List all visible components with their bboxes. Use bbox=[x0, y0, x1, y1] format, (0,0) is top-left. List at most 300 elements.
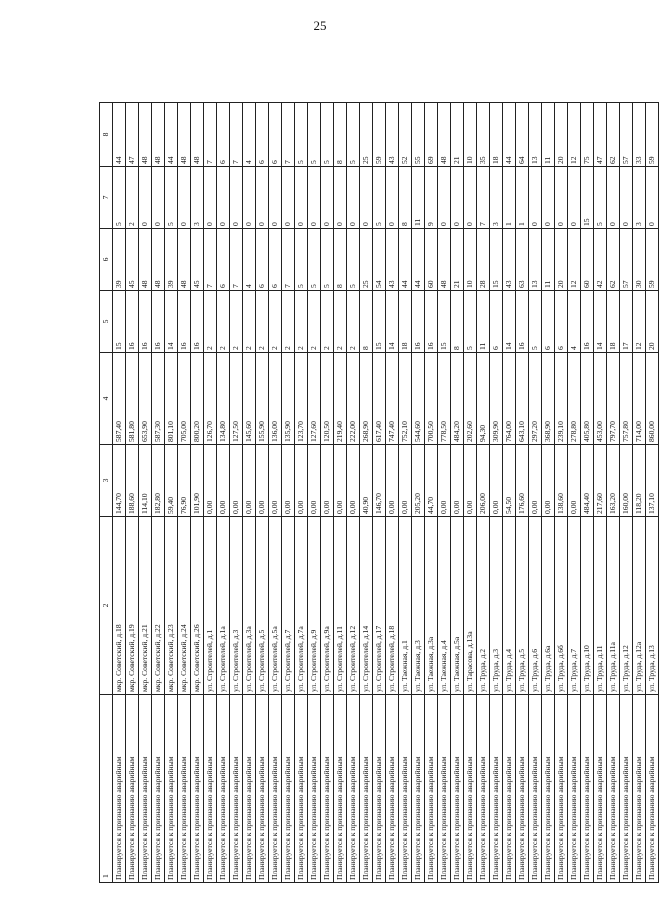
table-row bbox=[477, 103, 490, 883]
table-cell: 7 bbox=[230, 229, 243, 291]
table-cell: 3 bbox=[490, 167, 503, 229]
table-cell: Планируется к признанию аварийным bbox=[581, 695, 594, 883]
table-cell: 0,00 bbox=[542, 445, 555, 517]
table-cell: 587,30 bbox=[152, 353, 165, 445]
header-cell: 3 bbox=[100, 445, 113, 517]
table-cell: Планируется к признанию аварийным bbox=[256, 695, 269, 883]
table-cell: 160,00 bbox=[620, 445, 633, 517]
table-cell: 5 bbox=[373, 167, 386, 229]
table-cell: 146,70 bbox=[373, 445, 386, 517]
table-cell: ул. Труда, д.3 bbox=[490, 517, 503, 695]
table-cell: 48 bbox=[139, 103, 152, 167]
table-cell: Планируется к признанию аварийным bbox=[542, 695, 555, 883]
table-cell: 118,20 bbox=[633, 445, 646, 517]
table-cell: 0,00 bbox=[204, 445, 217, 517]
table-cell: ул. Труда, д.5 bbox=[516, 517, 529, 695]
table-cell: 45 bbox=[191, 229, 204, 291]
table-cell: 16 bbox=[412, 291, 425, 353]
table-cell: 5 bbox=[347, 229, 360, 291]
table-cell: Планируется к признанию аварийным bbox=[607, 695, 620, 883]
table-cell: ул. Строителей, д.5 bbox=[256, 517, 269, 695]
table-cell: 205,20 bbox=[412, 445, 425, 517]
table-row bbox=[633, 103, 646, 883]
table-cell: Планируется к признанию аварийным bbox=[399, 695, 412, 883]
table-cell: Планируется к признанию аварийным bbox=[321, 695, 334, 883]
table-cell: Планируется к признанию аварийным bbox=[412, 695, 425, 883]
table-cell: Планируется к признанию аварийным bbox=[386, 695, 399, 883]
table-row bbox=[165, 103, 178, 883]
table-cell: Планируется к признанию аварийным bbox=[308, 695, 321, 883]
table-cell: 44,70 bbox=[425, 445, 438, 517]
table-cell: 0 bbox=[347, 167, 360, 229]
table-cell: 0 bbox=[139, 167, 152, 229]
table-row bbox=[399, 103, 412, 883]
table-cell: 297,20 bbox=[529, 353, 542, 445]
table-cell: 39 bbox=[165, 229, 178, 291]
table-cell: 25 bbox=[360, 103, 373, 167]
table-cell: Планируется к признанию аварийным bbox=[217, 695, 230, 883]
table-cell: Планируется к признанию аварийным bbox=[139, 695, 152, 883]
table-cell: Планируется к признанию аварийным bbox=[438, 695, 451, 883]
table-cell: 0,00 bbox=[282, 445, 295, 517]
table-cell: 0 bbox=[438, 167, 451, 229]
table-cell: ул. Строителей, д.9а bbox=[321, 517, 334, 695]
table-cell: 188,60 bbox=[126, 445, 139, 517]
table-cell: Планируется к признанию аварийным bbox=[490, 695, 503, 883]
table-cell: 14 bbox=[594, 291, 607, 353]
table-cell: 0,00 bbox=[308, 445, 321, 517]
table-cell: 12 bbox=[633, 291, 646, 353]
table-cell: 7 bbox=[282, 103, 295, 167]
table-cell: 757,80 bbox=[620, 353, 633, 445]
table-cell: 7 bbox=[282, 229, 295, 291]
table-cell: 222,00 bbox=[347, 353, 360, 445]
table-cell: ул. Труда, д.6а bbox=[542, 517, 555, 695]
table-row bbox=[178, 103, 191, 883]
table-cell: 11 bbox=[542, 103, 555, 167]
table-cell: 135,90 bbox=[282, 353, 295, 445]
header-cell: 5 bbox=[100, 291, 113, 353]
table-cell: ул. Строителей, д.7а bbox=[295, 517, 308, 695]
table-cell: ул. Таежная, д.1 bbox=[399, 517, 412, 695]
table-cell: Планируется к признанию аварийным bbox=[165, 695, 178, 883]
table-cell: 9 bbox=[425, 167, 438, 229]
table-cell: Планируется к признанию аварийным bbox=[269, 695, 282, 883]
table-row bbox=[347, 103, 360, 883]
table-row bbox=[113, 103, 126, 883]
table-cell: 801,10 bbox=[165, 353, 178, 445]
table-cell: 0 bbox=[243, 167, 256, 229]
table-row bbox=[243, 103, 256, 883]
table-cell: 6 bbox=[217, 103, 230, 167]
table-row bbox=[594, 103, 607, 883]
table-cell: ул. Строителей, д.1 bbox=[204, 517, 217, 695]
table-cell: 44 bbox=[113, 103, 126, 167]
table-cell: 134,80 bbox=[217, 353, 230, 445]
table-cell: Планируется к признанию аварийным bbox=[451, 695, 464, 883]
table-cell: Планируется к признанию аварийным bbox=[646, 695, 659, 883]
table-cell: 2 bbox=[217, 291, 230, 353]
table-cell: 94,30 bbox=[477, 353, 490, 445]
table-cell: 0,00 bbox=[295, 445, 308, 517]
table-cell: 44 bbox=[412, 229, 425, 291]
table-cell: 15 bbox=[581, 167, 594, 229]
header-cell: 8 bbox=[100, 103, 113, 167]
table-cell: 16 bbox=[139, 291, 152, 353]
table-cell: 6 bbox=[490, 291, 503, 353]
table-row bbox=[308, 103, 321, 883]
table-cell: 144,70 bbox=[113, 445, 126, 517]
table-cell: 752,10 bbox=[399, 353, 412, 445]
table-row bbox=[555, 103, 568, 883]
table-cell: 6 bbox=[217, 229, 230, 291]
table-cell: ул. Таежная, д.4 bbox=[438, 517, 451, 695]
table-cell: 5 bbox=[308, 103, 321, 167]
table-cell: 0 bbox=[542, 167, 555, 229]
table-cell: 0,00 bbox=[529, 445, 542, 517]
table-cell: 0,00 bbox=[321, 445, 334, 517]
table-cell: 16 bbox=[191, 291, 204, 353]
table-cell: 0,00 bbox=[438, 445, 451, 517]
table-cell: 0,00 bbox=[451, 445, 464, 517]
table-cell: 0,00 bbox=[399, 445, 412, 517]
table-cell: 59,40 bbox=[165, 445, 178, 517]
table-row bbox=[191, 103, 204, 883]
table-cell: ул. Строителей, д.7 bbox=[282, 517, 295, 695]
table-cell: ул. Таежная, д.3а bbox=[425, 517, 438, 695]
table-cell: Планируется к признанию аварийным bbox=[503, 695, 516, 883]
table-cell: 69 bbox=[425, 103, 438, 167]
table-cell: ул. Строителей, д.9 bbox=[308, 517, 321, 695]
table-cell: 705,00 bbox=[178, 353, 191, 445]
table-row bbox=[438, 103, 451, 883]
table-row bbox=[386, 103, 399, 883]
table-cell: 11 bbox=[477, 291, 490, 353]
table-cell: Планируется к признанию аварийным bbox=[204, 695, 217, 883]
table-cell: 76,90 bbox=[178, 445, 191, 517]
table-cell: 714,00 bbox=[633, 353, 646, 445]
table-cell: 0,00 bbox=[269, 445, 282, 517]
table-cell: 0 bbox=[555, 167, 568, 229]
table-cell: 587,40 bbox=[113, 353, 126, 445]
table-cell: Планируется к признанию аварийным bbox=[282, 695, 295, 883]
table-row bbox=[256, 103, 269, 883]
table-cell: 0 bbox=[204, 167, 217, 229]
table-cell: 309,90 bbox=[490, 353, 503, 445]
table-cell: 0 bbox=[607, 167, 620, 229]
table-cell: 138,60 bbox=[555, 445, 568, 517]
table-cell: 4 bbox=[243, 103, 256, 167]
table-cell: ул. Таежная, д.3 bbox=[412, 517, 425, 695]
table-cell: 800,20 bbox=[191, 353, 204, 445]
table-cell: ул. Строителей, д.5а bbox=[269, 517, 282, 695]
table-cell: 45 bbox=[126, 229, 139, 291]
table-cell: Планируется к признанию аварийным bbox=[126, 695, 139, 883]
table-cell: 60 bbox=[581, 229, 594, 291]
table-cell: 136,00 bbox=[269, 353, 282, 445]
table-row bbox=[373, 103, 386, 883]
table-cell: 5 bbox=[295, 103, 308, 167]
table-cell: мкр. Советский, д.24 bbox=[178, 517, 191, 695]
table-cell: Планируется к признанию аварийным bbox=[295, 695, 308, 883]
table-cell: 0,00 bbox=[256, 445, 269, 517]
table-cell: 5 bbox=[165, 167, 178, 229]
table-cell: 2 bbox=[334, 291, 347, 353]
table-cell: 1 bbox=[516, 167, 529, 229]
table-cell: 0 bbox=[152, 167, 165, 229]
table-cell: 14 bbox=[386, 291, 399, 353]
table-cell: 484,20 bbox=[451, 353, 464, 445]
table-cell: 42 bbox=[594, 229, 607, 291]
table-cell: 11 bbox=[412, 167, 425, 229]
table-cell: 6 bbox=[555, 291, 568, 353]
table-cell: 4 bbox=[243, 229, 256, 291]
table-cell: мкр. Советский, д.26 bbox=[191, 517, 204, 695]
table-cell: 25 bbox=[360, 229, 373, 291]
table-cell: Планируется к признанию аварийным bbox=[178, 695, 191, 883]
table-cell: Планируется к признанию аварийным bbox=[152, 695, 165, 883]
table-row bbox=[217, 103, 230, 883]
table-cell: 0 bbox=[269, 167, 282, 229]
table-cell: Планируется к признанию аварийным bbox=[230, 695, 243, 883]
table-cell: 120,50 bbox=[321, 353, 334, 445]
table-cell: 5 bbox=[464, 291, 477, 353]
table-cell: 3 bbox=[191, 167, 204, 229]
table-cell: 12 bbox=[568, 229, 581, 291]
table-cell: 8 bbox=[399, 167, 412, 229]
table-cell: 581,80 bbox=[126, 353, 139, 445]
table-cell: 44 bbox=[503, 103, 516, 167]
table-cell: ул. Труда, д.2 bbox=[477, 517, 490, 695]
table-cell: 5 bbox=[308, 229, 321, 291]
table-cell: 59 bbox=[646, 103, 659, 167]
table-cell: 7 bbox=[230, 103, 243, 167]
table-cell: 8 bbox=[451, 291, 464, 353]
table-cell: ул. Строителей, д.1а bbox=[217, 517, 230, 695]
table-cell: 0,00 bbox=[568, 445, 581, 517]
table-cell: 700,50 bbox=[425, 353, 438, 445]
table-cell: 2 bbox=[269, 291, 282, 353]
table-cell: 15 bbox=[373, 291, 386, 353]
table-row bbox=[425, 103, 438, 883]
table-cell: 28 bbox=[477, 229, 490, 291]
table-cell: ул. Труда, д.11а bbox=[607, 517, 620, 695]
table-cell: 14 bbox=[165, 291, 178, 353]
table-cell: 16 bbox=[516, 291, 529, 353]
table-cell: 127,60 bbox=[308, 353, 321, 445]
header-cell: 7 bbox=[100, 167, 113, 229]
table-cell: 18 bbox=[607, 291, 620, 353]
table-cell: 778,50 bbox=[438, 353, 451, 445]
table-row bbox=[321, 103, 334, 883]
table-cell: 47 bbox=[594, 103, 607, 167]
table-cell: 17 bbox=[620, 291, 633, 353]
table-cell: 137,10 bbox=[646, 445, 659, 517]
table-cell: ул. Труда, д.6 bbox=[529, 517, 542, 695]
table-row bbox=[646, 103, 659, 883]
table-cell: мкр. Советский, д.22 bbox=[152, 517, 165, 695]
table-cell: 43 bbox=[503, 229, 516, 291]
table-cell: ул. Строителей, д.18 bbox=[386, 517, 399, 695]
table-cell: ул. Труда, д.4 bbox=[503, 517, 516, 695]
table-cell: 114,10 bbox=[139, 445, 152, 517]
table-cell: 2 bbox=[321, 291, 334, 353]
table-cell: Планируется к признанию аварийным bbox=[425, 695, 438, 883]
table-cell: ул. Строителей, д.3а bbox=[243, 517, 256, 695]
table-row bbox=[464, 103, 477, 883]
table-row bbox=[607, 103, 620, 883]
table-cell: 6 bbox=[256, 229, 269, 291]
table-cell: 0 bbox=[360, 167, 373, 229]
table-cell: 176,60 bbox=[516, 445, 529, 517]
table-cell: ул. Строителей, д.3 bbox=[230, 517, 243, 695]
table-cell: 54 bbox=[373, 229, 386, 291]
table-cell: 43 bbox=[386, 103, 399, 167]
table-row bbox=[126, 103, 139, 883]
table-cell: Планируется к признанию аварийным bbox=[529, 695, 542, 883]
table-cell: 2 bbox=[308, 291, 321, 353]
table-cell: 18 bbox=[490, 103, 503, 167]
table-cell: 0 bbox=[178, 167, 191, 229]
table-cell: 123,70 bbox=[295, 353, 308, 445]
table-cell: 127,50 bbox=[230, 353, 243, 445]
table-cell: Планируется к признанию аварийным bbox=[334, 695, 347, 883]
table-row bbox=[542, 103, 555, 883]
table-cell: 48 bbox=[152, 229, 165, 291]
table-cell: 202,60 bbox=[464, 353, 477, 445]
table-cell: 182,80 bbox=[152, 445, 165, 517]
table-cell: 21 bbox=[451, 229, 464, 291]
table-cell: ул. Труда, д.10 bbox=[581, 517, 594, 695]
table-cell: ул. Труда, д.6б bbox=[555, 517, 568, 695]
table-cell: 59 bbox=[373, 103, 386, 167]
table-cell: 3 bbox=[633, 167, 646, 229]
table-cell: 15 bbox=[438, 291, 451, 353]
table-cell: Планируется к признанию аварийным bbox=[113, 695, 126, 883]
table-cell: 6 bbox=[269, 103, 282, 167]
table-cell: 2 bbox=[243, 291, 256, 353]
table-cell: 5 bbox=[529, 291, 542, 353]
table-cell: Планируется к признанию аварийным bbox=[620, 695, 633, 883]
table-cell: 20 bbox=[555, 103, 568, 167]
table-cell: 62 bbox=[607, 229, 620, 291]
table-cell: 54,50 bbox=[503, 445, 516, 517]
table-header-row bbox=[100, 103, 113, 883]
table-cell: 4 bbox=[568, 291, 581, 353]
table-cell: 797,70 bbox=[607, 353, 620, 445]
table-cell: 57 bbox=[620, 103, 633, 167]
table-cell: 63 bbox=[516, 229, 529, 291]
table-cell: 0 bbox=[451, 167, 464, 229]
table-cell: 0,00 bbox=[464, 445, 477, 517]
table-row bbox=[230, 103, 243, 883]
table-cell: 0,00 bbox=[217, 445, 230, 517]
table-cell: 30 bbox=[633, 229, 646, 291]
housing-table bbox=[99, 102, 659, 883]
table-cell: Планируется к признанию аварийным bbox=[373, 695, 386, 883]
table-cell: 2 bbox=[282, 291, 295, 353]
table-cell: 643,10 bbox=[516, 353, 529, 445]
table-cell: 239,10 bbox=[555, 353, 568, 445]
table-row bbox=[334, 103, 347, 883]
table-cell: 0,00 bbox=[347, 445, 360, 517]
table-cell: 48 bbox=[438, 103, 451, 167]
table-cell: 47 bbox=[126, 103, 139, 167]
header-cell: 6 bbox=[100, 229, 113, 291]
table-cell: ул. Труда, д.11 bbox=[594, 517, 607, 695]
table-cell: 48 bbox=[178, 103, 191, 167]
table-cell: 5 bbox=[347, 103, 360, 167]
table-cell: 268,90 bbox=[360, 353, 373, 445]
table-row bbox=[568, 103, 581, 883]
table-cell: 206,00 bbox=[477, 445, 490, 517]
page-number: 25 bbox=[313, 18, 327, 33]
table-cell: мкр. Советский, д.21 bbox=[139, 517, 152, 695]
table-cell: 48 bbox=[438, 229, 451, 291]
table-cell: ул. Строителей, д.17 bbox=[373, 517, 386, 695]
table-cell: 126,70 bbox=[204, 353, 217, 445]
rotated-table-frame bbox=[99, 103, 657, 883]
table-cell: 155,90 bbox=[256, 353, 269, 445]
table-cell: 60 bbox=[425, 229, 438, 291]
table-cell: 0,00 bbox=[490, 445, 503, 517]
table-cell: 43 bbox=[386, 229, 399, 291]
table-row bbox=[152, 103, 165, 883]
table-cell: ул. Труда, д.13 bbox=[646, 517, 659, 695]
table-cell: 62 bbox=[607, 103, 620, 167]
table-row bbox=[490, 103, 503, 883]
table-row bbox=[139, 103, 152, 883]
table-cell: 0,00 bbox=[243, 445, 256, 517]
table-cell: Планируется к признанию аварийным bbox=[555, 695, 568, 883]
table-cell: 15 bbox=[490, 229, 503, 291]
table-cell: 2 bbox=[126, 167, 139, 229]
table-cell: 2 bbox=[295, 291, 308, 353]
table-cell: 0 bbox=[308, 167, 321, 229]
table-cell: 44 bbox=[399, 229, 412, 291]
table-body bbox=[113, 103, 659, 883]
table-cell: 453,00 bbox=[594, 353, 607, 445]
table-cell: 145,60 bbox=[243, 353, 256, 445]
table-cell: 0 bbox=[256, 167, 269, 229]
table-cell: 7 bbox=[477, 167, 490, 229]
table-cell: 860,00 bbox=[646, 353, 659, 445]
table-cell: мкр. Советский, д.23 bbox=[165, 517, 178, 695]
table-cell: 0 bbox=[646, 167, 659, 229]
table-cell: Планируется к признанию аварийным bbox=[594, 695, 607, 883]
table-cell: ул. Строителей, д.12 bbox=[347, 517, 360, 695]
table-cell: 6 bbox=[256, 103, 269, 167]
table-row bbox=[204, 103, 217, 883]
table-cell: 75 bbox=[581, 103, 594, 167]
table-cell: 0,00 bbox=[334, 445, 347, 517]
table-cell: 64 bbox=[516, 103, 529, 167]
table-cell: 48 bbox=[191, 103, 204, 167]
table-row bbox=[295, 103, 308, 883]
table-cell: Планируется к признанию аварийным bbox=[477, 695, 490, 883]
table-cell: 8 bbox=[334, 103, 347, 167]
table-cell: ул. Строителей, д.11 bbox=[334, 517, 347, 695]
table-cell: 7 bbox=[204, 103, 217, 167]
table-cell: 5 bbox=[321, 103, 334, 167]
table-cell: 5 bbox=[295, 229, 308, 291]
table-cell: Планируется к признанию аварийным bbox=[243, 695, 256, 883]
table-cell: 13 bbox=[529, 229, 542, 291]
table-cell: 405,80 bbox=[581, 353, 594, 445]
table-cell: 0 bbox=[386, 167, 399, 229]
table-cell: 18 bbox=[399, 291, 412, 353]
table-cell: Планируется к признанию аварийным bbox=[516, 695, 529, 883]
